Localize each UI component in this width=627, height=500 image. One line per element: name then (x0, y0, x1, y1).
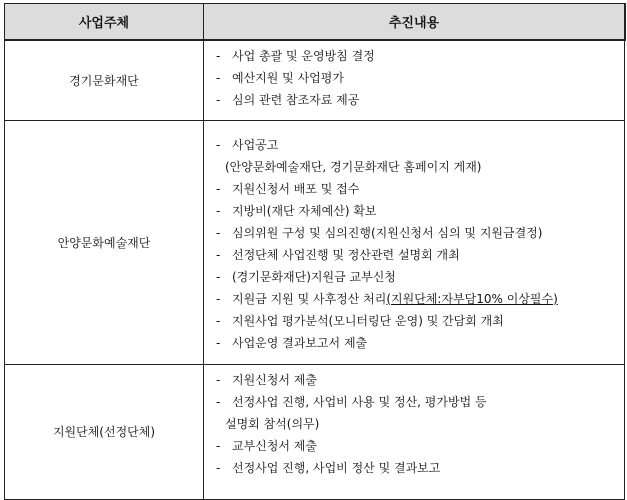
list-item: - 지원신청서 배포 및 접수 (216, 181, 360, 196)
list-item: - 선정사업 진행, 사업비 정산 및 결과보고 (216, 460, 441, 475)
project-roles-table (4, 3, 625, 500)
content-cell-selected-org (204, 364, 625, 499)
list-item: - 지방비(재단 자체예산) 확보 (216, 203, 377, 218)
list-item: - 사업운영 결과보고서 제출 (216, 335, 368, 350)
list-item: - 사업 총괄 및 운영방침 결정 (216, 49, 375, 63)
list-item-continuation: 설명회 참석(의무) (225, 416, 320, 431)
list-item: - 지원금 지원 및 사후정산 처리(지원단체:자부담10% 이상필수) (216, 291, 558, 306)
list-item: - 지원신청서 제출 (216, 372, 317, 387)
self-burden-note: (지원단체:자부담10% 이상필수) (386, 291, 558, 306)
list-item: - 심의위원 구성 및 심의진행(지원신청서 심의 및 지원금결정) (216, 225, 543, 240)
content-cell-gyeonggi (204, 40, 625, 120)
list-item: - (경기문화재단)지원금 교부신청 (216, 269, 396, 284)
table-row (5, 120, 625, 364)
table-row (5, 40, 625, 120)
table-header-row (5, 4, 625, 41)
list-item: - 교부신청서 제출 (216, 438, 317, 453)
list-item: - 선정사업 진행, 사업비 사용 및 정산, 평가방법 등 (216, 394, 487, 409)
list-item: - 사업공고 (216, 137, 279, 152)
list-item-continuation: (안양문화예술재단, 경기문화재단 홈페이지 게재) (225, 159, 482, 174)
task-list (204, 121, 624, 354)
subject-cell-anyang: 안양문화예술재단 (5, 120, 204, 364)
list-item: - 지원사업 평가분석(모니터링단 운영) 및 간담회 개최 (216, 313, 504, 328)
subject-cell-selected-org: 지원단체(선정단체) (5, 364, 204, 499)
task-list (204, 41, 624, 111)
table-row (5, 364, 625, 499)
header-subject: 사업주체 (5, 4, 204, 41)
list-item: - 선정단체 사업진행 및 정산관련 설명회 개최 (216, 247, 460, 262)
list-item: - 예산지원 및 사업평가 (216, 71, 344, 85)
subject-cell-gyeonggi: 경기문화재단 (5, 40, 204, 120)
header-content: 추진내용 (204, 4, 625, 41)
content-cell-anyang (204, 120, 625, 364)
task-list (204, 365, 624, 479)
list-item: - 심의 관련 참조자료 제공 (216, 93, 360, 107)
